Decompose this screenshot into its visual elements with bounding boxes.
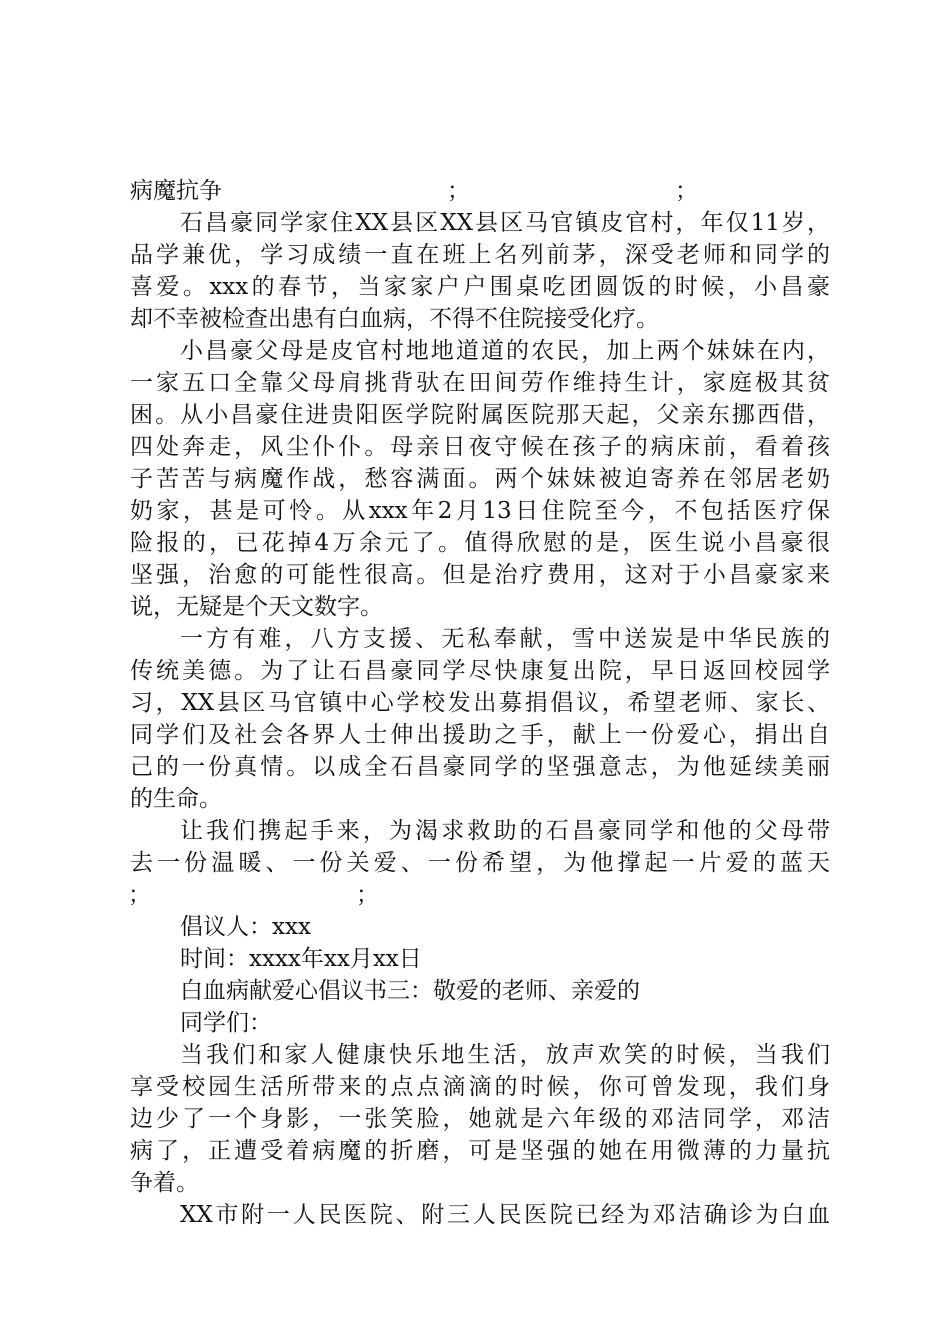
paragraph-line: 石昌豪同学家住XX县区XX县区马官镇皮官村，年仅11岁， <box>180 210 830 236</box>
salutation-line: 同学们： <box>180 1010 272 1036</box>
paragraph-line: 己的一份真情。以成全石昌豪同学的坚强意志，为他延续美丽 <box>130 754 830 780</box>
separator-mark: ； <box>356 882 379 908</box>
paragraph-line: 享受校园生活所带来的点点滴滴的时候，你可曾发现，我们身 <box>130 1074 830 1100</box>
paragraph-line: 一家五口全靠父母肩挑背驮在田间劳作维持生计，家庭极其贫 <box>130 370 830 396</box>
header-separator: ； <box>675 178 698 204</box>
paragraph-line: 小昌豪父母是皮官村地地道道的农民，加上两个妹妹在内， <box>180 338 830 364</box>
paragraph-line: 同学们及社会各界人士伸出援助之手，献上一份爱心，捐出自 <box>130 722 830 748</box>
paragraph-line: 当我们和家人健康快乐地生活，放声欢笑的时候，当我们 <box>180 1042 830 1068</box>
header-title: 病魔抗争 <box>130 178 222 204</box>
paragraph-line: 传统美德。为了让石昌豪同学尽快康复出院，早日返回校园学 <box>130 658 830 684</box>
initiator-line: 倡议人：xxx <box>180 914 311 940</box>
paragraph-line: 争着。 <box>130 1170 199 1196</box>
paragraph-line: 困。从小昌豪住进贵阳医学院附属医院那天起，父亲东挪西借， <box>130 402 830 428</box>
paragraph-line: 喜爱。xxx的春节，当家家户户围桌吃团圆饭的时候，小昌豪 <box>130 274 830 300</box>
separator-mark: ； <box>128 882 151 908</box>
paragraph-line: 去一份温暖、一份关爱、一份希望，为他撑起一片爱的蓝天 <box>130 850 830 876</box>
paragraph-line: 四处奔走，风尘仆仆。母亲日夜守候在孩子的病床前，看着孩 <box>130 434 830 460</box>
paragraph-line: 险报的，已花掉4万余元了。值得欣慰的是，医生说小昌豪很 <box>130 530 830 556</box>
paragraph-line: 让我们携起手来，为渴求救助的石昌豪同学和他的父母带 <box>180 818 830 844</box>
paragraph-line: 坚强，治愈的可能性很高。但是治疗费用，这对于小昌豪家来 <box>130 562 830 588</box>
section-heading: 白血病献爱心倡议书三：敬爱的老师、亲爱的 <box>180 978 640 1004</box>
date-line: 时间：xxxx年xx月xx日 <box>180 946 422 972</box>
paragraph-line: 说，无疑是个天文数字。 <box>130 594 383 620</box>
paragraph-line: 边少了一个身影，一张笑脸，她就是六年级的邓洁同学，邓洁 <box>130 1106 830 1132</box>
header-separator: ； <box>447 178 470 204</box>
paragraph-line: 子苦苦与病魔作战，愁容满面。两个妹妹被迫寄养在邻居老奶 <box>130 466 830 492</box>
paragraph-line: 品学兼优，学习成绩一直在班上名列前茅，深受老师和同学的 <box>130 242 830 268</box>
paragraph-line: 病了，正遭受着病魔的折磨，可是坚强的她在用微薄的力量抗 <box>130 1138 830 1164</box>
paragraph-line: 奶家，甚是可怜。从xxx年2月13日住院至今，不包括医疗保 <box>130 498 830 524</box>
paragraph-line: 习，XX县区马官镇中心学校发出募捐倡议，希望老师、家长、 <box>130 690 830 716</box>
paragraph-line: 一方有难，八方支援、无私奉献，雪中送炭是中华民族的 <box>180 626 830 652</box>
paragraph-line: XX市附一人民医院、附三人民医院已经为邓洁确诊为白血 <box>180 1202 830 1228</box>
paragraph-line: 却不幸被检查出患有白血病，不得不住院接受化疗。 <box>130 306 659 332</box>
paragraph-line: 的生命。 <box>130 786 222 812</box>
